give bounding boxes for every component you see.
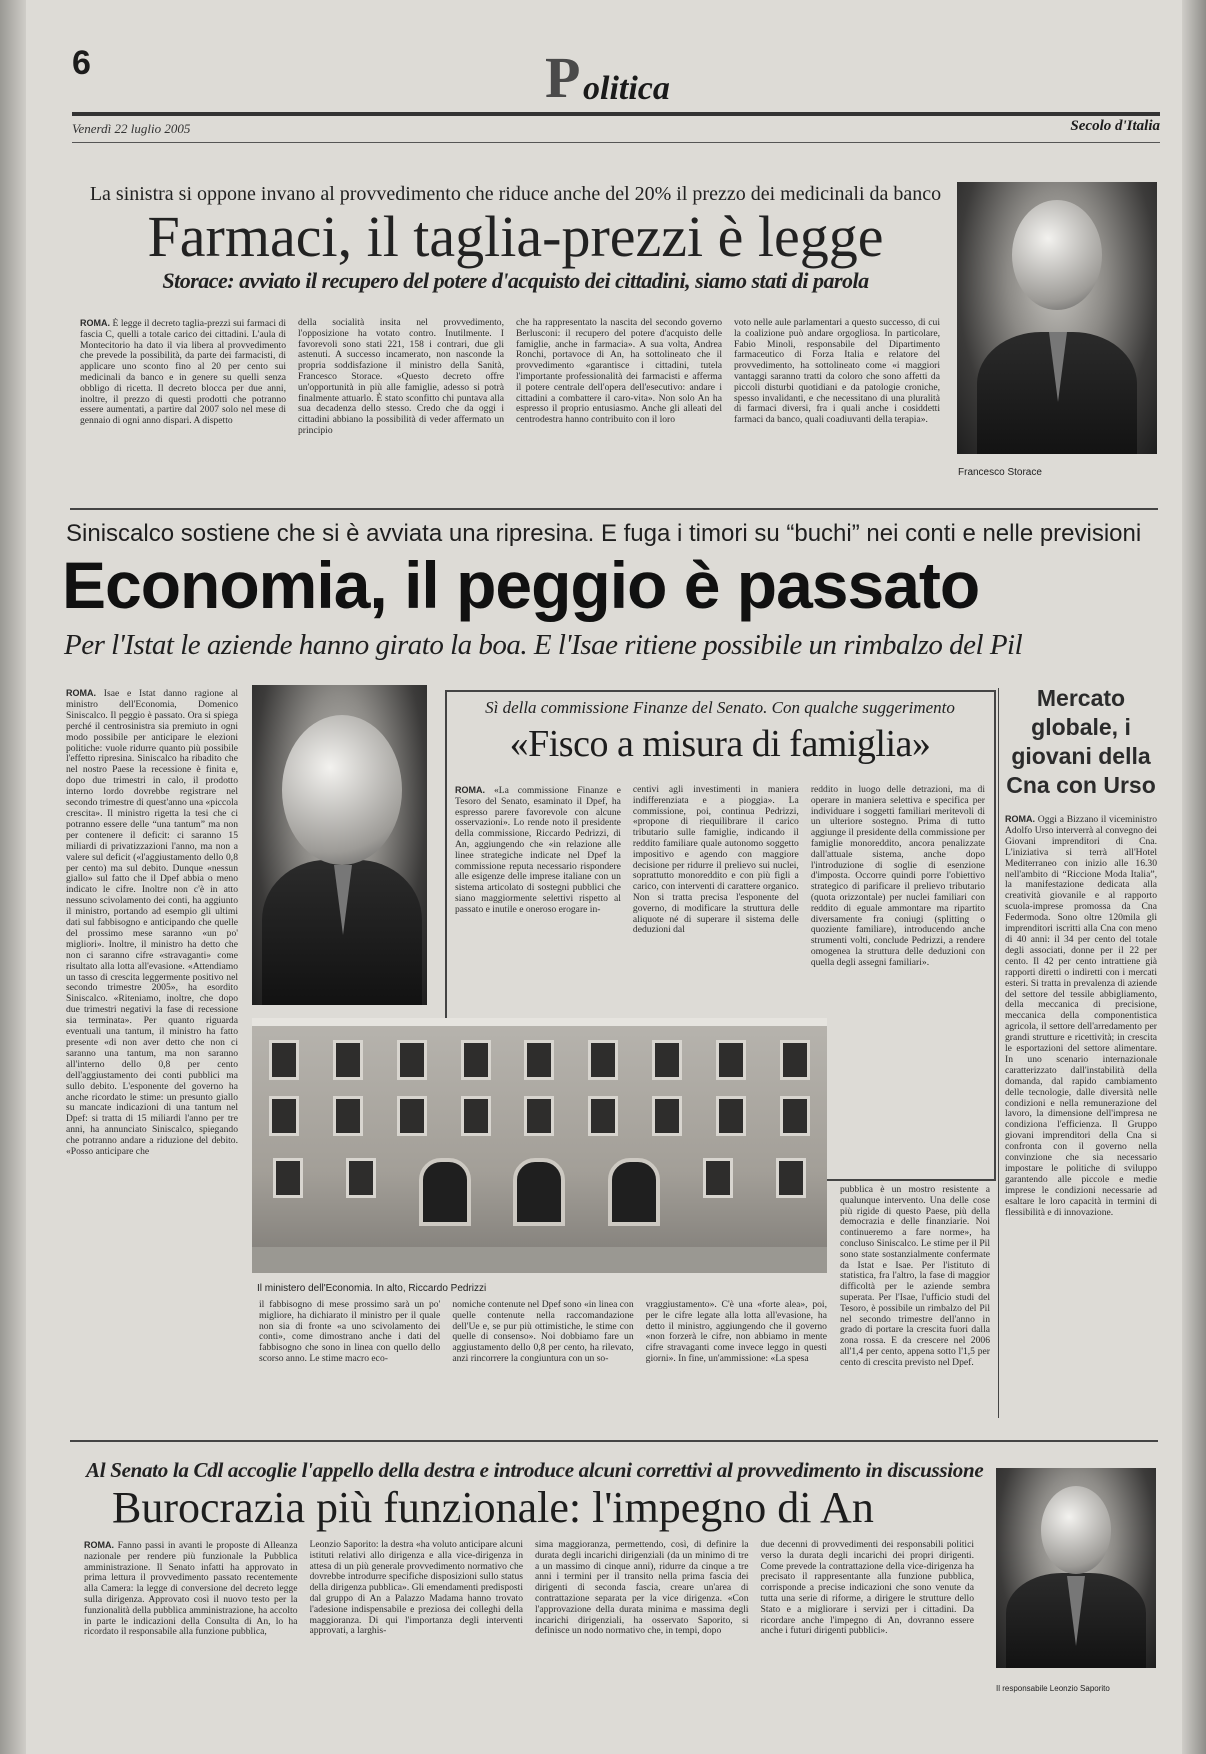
article2-column: nomiche contenute nel Dpef sono «in linea con quelle contenute nella raccomandazione dell'Ue e, se pur più ottimistiche, le stime con quelle di consenso». Noi dobbiamo fare un aggiustamento dello 0,8 per cento, ha rilevato, anzi rincorrere la congiuntura con un so- [452, 1300, 634, 1364]
page-edge-shadow [1182, 0, 1206, 1754]
article3-column: sima maggioranza, permettendo, così, di definire la durata degli incarichi dirigenziali (da un minimo di tre a un massimo di cinque anni), ridurre da cinque a tre anni i termini per il transito nella prima fascia dei dirigenti di seconda fascia, creare un'area di contrattazione separata per la vice dirigenza. «Con l'approvazione della durata minima e massima degli incarichi dirigenziali, ha osservato Saporito, si definisce un nodo normativo che, in tempi, dopo [535, 1540, 749, 1637]
article2-bottom-body [259, 1300, 827, 1415]
article1-dateline: ROMA. [80, 318, 110, 328]
article1-title: Farmaci, il taglia-prezzi è legge [147, 204, 884, 269]
article3-title: Burocrazia più funzionale: l'impegno di An [112, 1483, 874, 1532]
newspaper-name: Secolo d'Italia [1070, 118, 1160, 134]
article3-column: due decenni di provvedimenti dei responsabili politici verso la durata degli incarichi dei propri dirigenti. Come prevede la contrattazione della vice-dirigenza ha precisato il rappresentante alla funzione pubblica, corrisponde a precise indicazioni che sono venute da tutta una serie di riforme, a dirigere le strutture dello Stato e a migliorare i servizi per i cittadini. Da ricordare anche l'impegno di An, dovranno essere anche i futuri dirigenti pubblici». [760, 1540, 974, 1637]
column-divider [998, 688, 999, 1418]
article2-subtitle: Per l'Istat le aziende hanno girato la boa. E l'Isae ritiene possibile un rimbalzo del Pil [64, 629, 1023, 661]
saporito-photo [996, 1468, 1156, 1668]
page-number: 6 [72, 44, 91, 82]
article2-dateline: ROMA. [66, 688, 96, 698]
saporito-photo-caption: Il responsabile Leonzio Saporito [996, 1684, 1110, 1693]
storace-photo-caption: Francesco Storace [958, 467, 1042, 478]
article2-title: Economia, il peggio è passato [62, 548, 980, 622]
date-bar [72, 112, 1160, 143]
section-initial: P [545, 45, 581, 110]
article1-body [80, 318, 940, 483]
article1-kicker: La sinistra si oppone invano al provvedimento che riduce anche del 20% il prezzo dei medicinali da banco [89, 183, 942, 205]
storace-photo [957, 182, 1157, 454]
article2-left-column: ROMA. Isae e Istat danno ragione al ministro dell'Economia, Domenico Siniscalco. Il peggio è passato. Ora si spiega perché il centrosinistra sia premiuto in ogni modo possibile per anticipare le elezioni politiche: vuole ridurre quanto più possibile l'effetto ripresina. Siniscalco ha ribadito che nel nostro Paese la recessione è finita e, dopo due trimestri in calo, il prodotto interno lordo dovrebbe registrare nel secondo trimestre di quest'anno una «piccola crescita». Il ministro rigetta la tesi che ci potranno essere delle “una tantum” ma non per contenere il deficit: ci saranno 15 miliardi di privatizzazioni l'anno, ma non a valere sul deficit («l'aggiustamento dello 0,8 per cento) ma sul debito. Dunque «nessun giallo» sul fatto che il Dpef abbia o meno indicato le cifre. Inoltre non c'è in atto nessuno scivolamento dei conti, ha aggiunto il ministro, portando ad esempio gli ultimi dati sul fabbisogno e anticipando che quelle del prossimo mese saranno «un po' migliori». Inoltre, il ministro ha detto che non ci saranno cifre «stravaganti» come risultato alla lotta all'evasione. «Attendiamo un tasso di crescita leggermente positivo nel secondo trimestre 2005», ha esordito Siniscalco. «Riteniamo, inoltre, che dopo due trimestri negativi la fase di recessione sia terminata». Per quanto riguarda eventuali una tantum, il ministro ha fatto presente «di non aver detto che non ci saranno una tantum, ma non saranno all'interno dello 0,8 per cento dell'aggiustamento dei conti pubblici ma sullo debito. L'esponente del governo ha anche ricordato le stime: un presunto giallo su mancate indicazioni di una tantum nel Dpef: si tratta di 15 miliardi l'anno per tre anni, ha annunciato Siniscalco, spiegando che potranno andare a riduzione del debito. «Posso anticipare che [66, 688, 238, 1158]
section-heading [545, 45, 745, 110]
page-binding-shadow [0, 0, 26, 1754]
box-kicker: Sì della commissione Finanze del Senato. Con qualche suggerimento [485, 698, 955, 717]
article1-subtitle: Storace: avviato il recupero del potere d'acquisto dei cittadini, siamo stati di parola [162, 268, 869, 293]
box-column: centivi agli investimenti in maniera indifferenziata e a pioggia». La commissione, poi, continua Pedrizzi, «propone di riequilibrare il carico tributario sulle famiglie, indicando il reddito familiare quale autonomo soggetto impositivo e agendo con maggiore decisione per ridurre il prelievo sui nuclei, soprattutto monoreddito e con più figli a carico, con interventi di carattere organico. Non si tratta precisa l'esponente del governo, di modificare la struttura delle aliquote né di superare il sistema delle deduzioni dal [632, 785, 799, 936]
ministry-building-photo [252, 1018, 827, 1273]
article2-column: pubblica è un mostro resistente a qualunque intervento. Una delle cose più rigide di questo Paese, più della democrazia e delle finanziarie. Noi continueremo a fare norme», ha concluso Siniscalco. Le stime per il Pil sono state sostanzialmente confermate da Istat e Isae. Per l'istituto di statistica, fra l'altro, la fase di maggior difficoltà per le aziende sembra superata. Per l'Isae, l'ufficio studi del Tesoro, è possibile un rimbalzo del Pil nel secondo trimestre dell'anno in grado di portare la crescita fuori dalla zona rossa. E da crescere nel 2006 all'1,4 per cento, appena sotto l'1,5 per cento di crescita previsto nel Dpef. [840, 1185, 990, 1368]
article1-column: voto nelle aule parlamentari a questo successo, di cui la coalizione può andare orgogliosa. In particolare, Fabio Minoli, responsabile del Dipartimento farmaceutico di Forza Italia e relatore del provvedimento, ha sottolineato come «i maggiori vantaggi saranno tratti da coloro che sono affetti da piccoli disturbi quotidiani e da patologie croniche, spesso invalidanti, e che necessitano di una pluralità di farmaci diversi, fra i quali anche i cosiddetti farmaci da banco, quali coadiuvanti della terapia». [734, 318, 940, 426]
cna-sidebar [1005, 684, 1157, 1384]
section-divider [70, 508, 1158, 510]
pedrizzi-photo [252, 685, 427, 1005]
article3-column: Leonzio Saporito: la destra «ha voluto anticipare alcuni istituti relativi allo dirigenza e alla vice-dirigenza in attesa di un più generale provvedimento normativo che dovrebbe introdurre specifiche disposizioni sullo status della dirigenza pubblica». Gli emendamenti predisposti dal gruppo di An a Palazzo Madama hanno trovato l'adesione indispensabile e preziosa dei colleghi della maggioranza. Di qui l'importanza degli interventi approvati, a larghis- [309, 1540, 523, 1637]
article1-column: che ha rappresentato la nascita del secondo governo Berlusconi: il recupero del potere d'acquisto delle famiglie, anche in farmacia». A sua volta, Andrea Ronchi, portavoce di An, ha sottolineato che il provvedimento «garantisce i cittadini, tutela l'importante professionalità dei farmacisti e afferma il potere centrale dell'opera dell'esecutivo: andare i cittadini a combattere il caro-vita». Non solo An ha espresso il proprio entusiasmo. Anche gli alleati del centrodestra hanno contribuito con il loro [516, 318, 722, 426]
sidebar-text: ROMA. Oggi a Bizzano il viceministro Adolfo Urso interverrà al convegno dei Giovani imprenditori di Cna. L'iniziativa si terrà all'Hotel Mediterraneo con inizio alle 16.30 nell'ambito di “Riccione Moda Italia”, la manifestazione dedicata alla creatività giovanile e al rapporto scuola-imprese promossa da Cna Federmoda. Sono oltre 120mila gli imprenditori iscritti alla Cna con meno di 40 anni: il 34 per cento del totale degli associati, donne per il 22 per cento. Il 42 per cento intrattiene già rapporti diretti o indiretti con i mercati esteri. Si tratta in prevalenza di aziende del settore del tessile abbigliamento, della meccanica di precisione, meccanica della componentistica agricola, il settore dell'arredamento per grandi strutture e ricettività; in crescita le esportazioni del settore alimentare. In uno scenario internazionale caratterizzato dall'instabilità della domanda, dal rapido cambiamento delle tecnologie, dalle diversità nelle condizioni e nella remunerazione del lavoro, la dimensione dell'impresa ne condiziona l'efficienza. Il Gruppo giovani imprenditori della Cna si confronta con il governo nella convinzione che sia necessario impostare le politiche di sviluppo garantendo alle piccole e medie imprese le condizioni necessarie ad esaltare le loro capacità in termini di flessibilità e di innovazione. [1005, 814, 1157, 1218]
box-title: «Fisco a misura di famiglia» [509, 723, 931, 765]
box-column: reddito in luogo delle detrazioni, ma di operare in maniera selettiva e specifica per individuare i soggetti familiari meritevoli di un ulteriore sostegno. Prima di tutto aggiunge il presidente della commissione per famiglie monoreddito, ancora penalizzate dall'attuale sistema, anche dopo l'introduzione di soglie di esenzione d'imposta. Occorre quindi porre l'obiettivo strategico di parificare il prelievo tributario (quota orizzontale) per nuclei familiari con reddito di eguale ammontare ma ripartito diversamente fra coniugi (splitting o quoziente familiare), introducendo anche strumenti volti, conclude Pedrizzi, a rendere omogenea la struttura delle deduzioni con quella degli assegni familiari». [810, 785, 986, 968]
article1-column: ROMA. È legge il decreto taglia-prezzi sui farmaci di fascia C, quelli a totale carico dei cittadini. L'aula di Montecitorio ha dato il via libera al provvedimento che prevede la possibilità, da parte dei farmacisti, di applicare uno sconto fino al 20 per cento sui medicinali da banco e in genere su quelli senza obbligo di ricetta. Il decreto blocca per due anni, inoltre, il prezzo di questi prodotti che potranno essere aumentati, a partire dal 2007 solo nel mese di gennaio di ogni anno dispari. A dispetto [80, 318, 286, 427]
article3-kicker: Al Senato la Cdl accoglie l'appello della destra e introduce alcuni correttivi al provvedimento in discussione [86, 1458, 984, 1482]
article2-column: il fabbisogno di mese prossimo sarà un po' migliore, ha dichiarato il ministro per il quale non sia di fronte «a uno scivolamento dei conti», come dimostrano anche i dati del fabbisogno che sono in linea con quello dello scorso anno. Le stime macro eco- [259, 1300, 441, 1364]
article3-dateline: ROMA. [84, 1540, 114, 1550]
box-dateline: ROMA. [455, 785, 485, 795]
article2-kicker: Siniscalco sostiene che si è avviata una ripresina. E fuga i timori su “buchi” nei conti e nelle previsioni [66, 520, 1142, 547]
article2-column: vraggiustamento». C'è una «forte alea», poi, per le cifre legate alla lotta all'evasione, ha detto il ministro, aggiungendo che il governo «non forzerà le cifre, non abbiamo in mente cifre stravaganti come invece leggo in questi giorni». In fine, un'ammissione: «La spesa [645, 1300, 827, 1364]
building-photo-caption: Il ministero dell'Economia. In alto, Riccardo Pedrizzi [257, 1283, 487, 1294]
issue-date: Venerdì 22 luglio 2005 [72, 121, 191, 136]
section-divider [70, 1440, 1158, 1442]
article1-column: della socialità insita nel provvedimento, l'opposizione ha votato contro. Inutilmente. I favorevoli sono stati 221, 158 i contrari, due gli astenuti. A successo incamerato, non nasconde la propria soddisfazione il ministro della Sanità, Francesco Storace. «Questo decreto offre un'opportunità in più alle famiglie, adesso si potrà finalmente attuarlo. È stato sconfitto chi puntava alla sua decadenza dello stesso. Credo che da oggi i cittadini abbiano la possibilità di veder affermato un principio [298, 318, 504, 436]
article3-body [84, 1540, 974, 1700]
sidebar-title: Mercato globale, i giovani della Cna con Urso [1006, 685, 1156, 798]
article3-column: ROMA. Fanno passi in avanti le proposte di Alleanza nazionale per rendere più funzionale la Pubblica amministrazione. Il Senato infatti ha approvato in prima lettura il provvedimento passato recentemente alla Camera: la legge di conversione del decreto legge sulla dirigenza. Approvato così il nuovo testo per la funzionalità della pubblica amministrazione, ha accolto in parte le indicazioni della Consulta di An, lo ha ricordato il responsabile alla funzione pubblica, [84, 1540, 298, 1638]
box-body [455, 785, 985, 1000]
sidebar-dateline: ROMA. [1005, 814, 1035, 824]
section-name: olitica [583, 70, 670, 107]
box-column: ROMA. «La commissione Finanze e Tesoro del Senato, esaminato il Dpef, ha espresso parere favorevole con alcune osservazioni». Lo rende noto il presidente della commissione, Riccardo Pedrizzi, di An, aggiungendo che «in relazione alle linee strategiche indicate nel Dpef la commissione reputa necessario rispondere alle esigenze delle imprese italiane con un sistema articolato di sostegni pubblici che siano maggiormente selettivi rispetto al passato e inutile e oneroso erogare in- [455, 785, 621, 915]
